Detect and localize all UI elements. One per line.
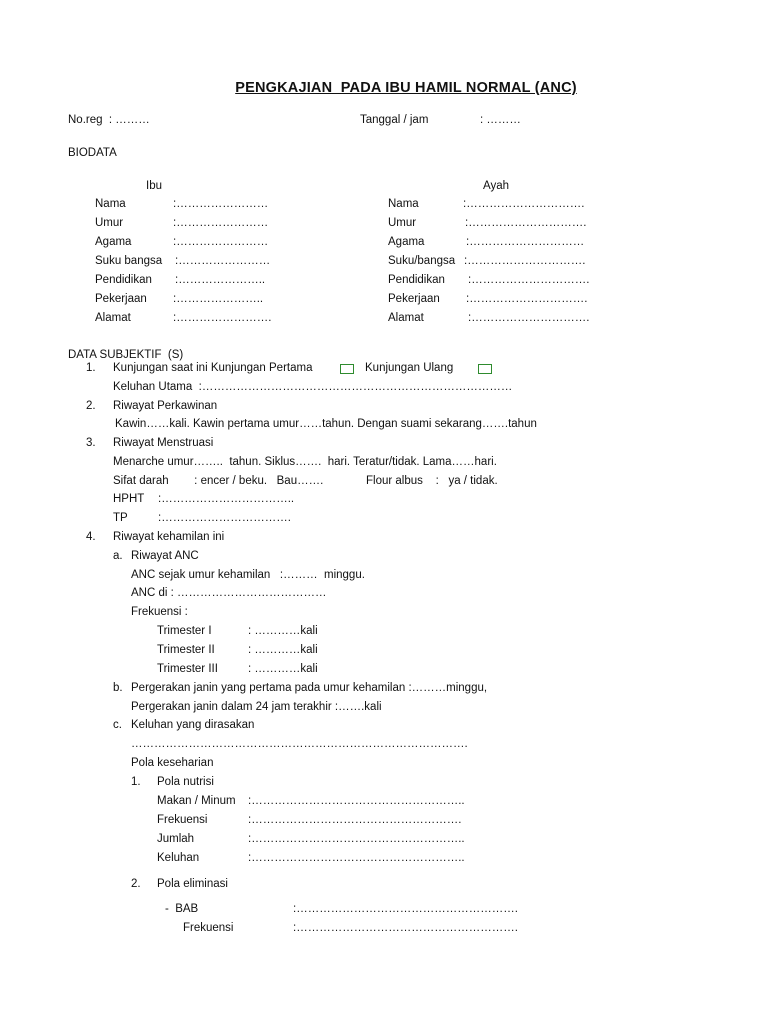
tanggal-value: : ……… [480,114,521,126]
ayah-suku-label: Suku/bangsa [388,255,456,267]
kunjungan-ulang-checkbox[interactable] [478,364,492,374]
anc-di-field: ANC di : ………………………………… [131,587,327,599]
pola-nutrisi-heading: Pola nutrisi [157,776,214,788]
riwayat-perkawinan-heading: Riwayat Perkawinan [113,400,218,412]
item-number-4: 4. [86,531,96,543]
ibu-nama-label: Nama [95,198,126,210]
ibu-alamat-value: :……………………. [173,312,272,324]
ibu-nama-value: :…………………… [173,198,269,210]
ayah-pekerjaan-label: Pekerjaan [388,293,440,305]
tp-value: :……………………………. [158,512,291,524]
ayah-pekerjaan-value: :…………………………. [466,293,588,305]
menarche-field: Menarche umur…….. tahun. Siklus……. hari. Teratur/tidak. Lama……hari. [113,456,497,468]
tp-label: TP [113,512,128,524]
subjektif-heading: DATA SUBJEKTIF (S) [68,349,184,361]
kunjungan-ulang-label: Kunjungan Ulang [365,362,454,374]
hpht-label: HPHT [113,493,145,505]
page-title: PENGKAJIAN PADA IBU HAMIL NORMAL (ANC) [235,80,577,96]
noreg-field: No.reg : ……… [68,114,150,126]
ibu-agama-value: :…………………… [173,236,269,248]
sub-item-b: b. [113,682,123,694]
trimester-1-value: : …………kali [248,625,318,637]
ayah-pendidikan-label: Pendidikan [388,274,445,286]
tanggal-label: Tanggal / jam [360,114,429,126]
pola-eliminasi-heading: Pola eliminasi [157,878,228,890]
pola-number-1: 1. [131,776,141,788]
ibu-heading: Ibu [146,180,162,192]
ayah-nama-label: Nama [388,198,419,210]
ayah-agama-value: :………………………… [466,236,585,248]
flour-albus-field: Flour albus : ya / tidak. [366,475,498,487]
hpht-value: :…………………………….. [158,493,295,505]
ibu-pendidikan-label: Pendidikan [95,274,152,286]
keluhan-dirasakan-heading: Keluhan yang dirasakan [131,719,255,731]
kunjungan-pertama-label: Kunjungan saat ini Kunjungan Pertama [113,362,313,374]
pola-keseharian-heading: Pola keseharian [131,757,214,769]
ayah-alamat-value: :…………………………. [468,312,590,324]
ayah-agama-label: Agama [388,236,425,248]
ibu-pendidikan-value: :………………….. [175,274,266,286]
riwayat-menstruasi-heading: Riwayat Menstruasi [113,437,214,449]
sifat-darah-field: Sifat darah : encer / beku. Bau……. [113,475,324,487]
riwayat-anc-heading: Riwayat ANC [131,550,199,562]
trimester-2-value: : …………kali [248,644,318,656]
pergerakan-pertama-field: Pergerakan janin yang pertama pada umur kehamilan :………minggu, [131,682,488,694]
ayah-pendidikan-value: :…………………………. [468,274,590,286]
keluhan-dirasakan-line: ……………………………………………………………………………. [131,738,468,750]
kawin-field: Kawin……kali. Kawin pertama umur……tahun. Dengan suami sekarang…….tahun [115,418,537,430]
bab-frekuensi-value: :…………………………………………………. [293,922,518,934]
item-number-2: 2. [86,400,96,412]
biodata-heading: BIODATA [68,147,117,159]
ibu-pekerjaan-label: Pekerjaan [95,293,147,305]
keluhan-utama-field: Keluhan Utama :……………………………………………………………………… [113,381,513,393]
ibu-agama-label: Agama [95,236,132,248]
bab-label: - BAB [165,903,199,915]
frekuensi-label: Frekuensi : [131,606,188,618]
trimester-2-label: Trimester II [157,644,215,656]
ibu-umur-value: :…………………… [173,217,269,229]
nutrisi-jumlah-value: :……………………………………………….. [248,833,465,845]
makan-minum-label: Makan / Minum [157,795,236,807]
bab-frekuensi-label: Frekuensi [183,922,234,934]
ibu-pekerjaan-value: :………………….. [173,293,264,305]
ibu-umur-label: Umur [95,217,124,229]
bab-value: :…………………………………………………. [293,903,518,915]
ibu-alamat-label: Alamat [95,312,131,324]
nutrisi-frekuensi-value: :………………………………………………. [248,814,462,826]
nutrisi-keluhan-value: :……………………………………………….. [248,852,465,864]
anc-sejak-field: ANC sejak umur kehamilan :……… minggu. [131,569,365,581]
sub-item-a: a. [113,550,123,562]
sub-item-c: c. [113,719,122,731]
kunjungan-pertama-checkbox[interactable] [340,364,354,374]
ayah-nama-value: :…………………………. [463,198,585,210]
nutrisi-keluhan-label: Keluhan [157,852,200,864]
item-number-3: 3. [86,437,96,449]
pola-number-2: 2. [131,878,141,890]
nutrisi-frekuensi-label: Frekuensi [157,814,208,826]
ayah-heading: Ayah [483,180,510,192]
ibu-suku-label: Suku bangsa [95,255,163,267]
item-number-1: 1. [86,362,96,374]
makan-minum-value: :……………………………………………….. [248,795,465,807]
pergerakan-24-field: Pergerakan janin dalam 24 jam terakhir :…….kali [131,701,382,713]
ayah-alamat-label: Alamat [388,312,424,324]
trimester-1-label: Trimester I [157,625,212,637]
ayah-suku-value: :…………………………. [464,255,586,267]
nutrisi-jumlah-label: Jumlah [157,833,195,845]
riwayat-kehamilan-heading: Riwayat kehamilan ini [113,531,225,543]
trimester-3-value: : …………kali [248,663,318,675]
ayah-umur-label: Umur [388,217,417,229]
ibu-suku-value: :…………………… [175,255,271,267]
ayah-umur-value: :…………………………. [465,217,587,229]
trimester-3-label: Trimester III [157,663,218,675]
